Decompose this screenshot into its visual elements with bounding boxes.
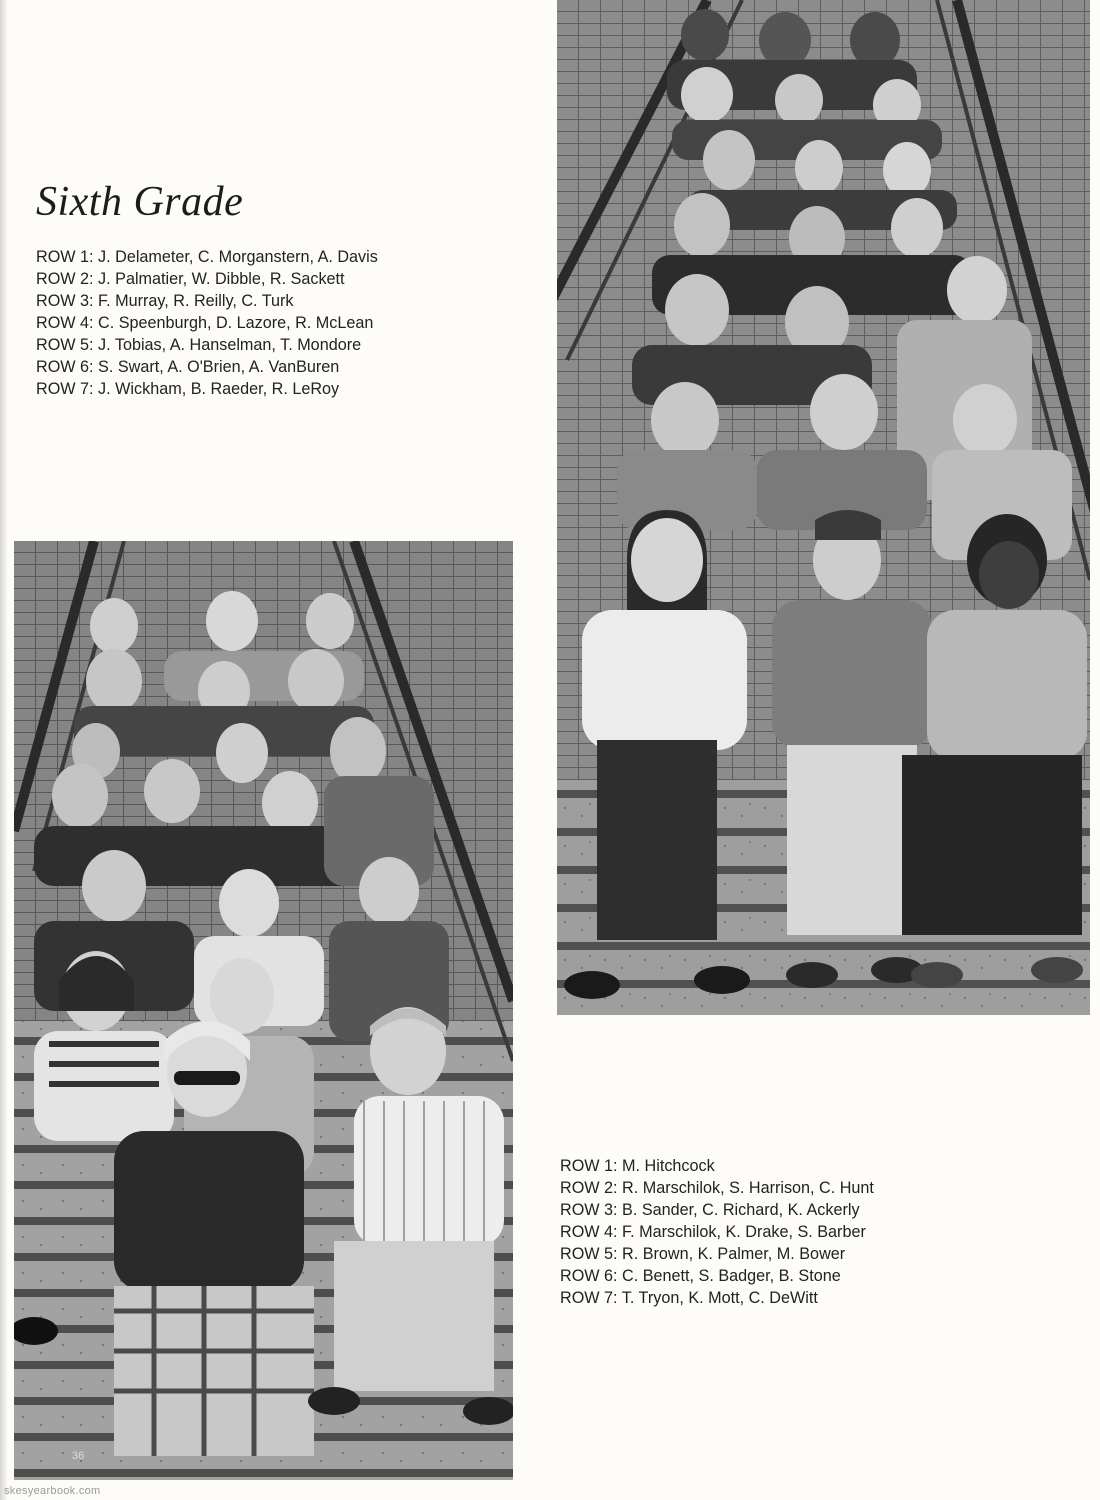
caption-top-row: ROW 3: F. Murray, R. Reilly, C. Turk [36, 292, 294, 310]
caption-bottom [560, 1155, 874, 1309]
class-photo-left [14, 541, 513, 1480]
watermark: skesyearbook.com [4, 1485, 101, 1497]
caption-bottom-row: ROW 6: C. Benett, S. Badger, B. Stone [560, 1267, 841, 1285]
caption-bottom-row: ROW 1: M. Hitchcock [560, 1157, 715, 1175]
caption-top-row: ROW 2: J. Palmatier, W. Dibble, R. Sackett [36, 270, 345, 288]
page-number: 36 [72, 1450, 85, 1462]
caption-bottom-row: ROW 4: F. Marschilok, K. Drake, S. Barber [560, 1223, 866, 1241]
caption-bottom-row: ROW 2: R. Marschilok, S. Harrison, C. Hunt [560, 1179, 874, 1197]
caption-top-row: ROW 1: J. Delameter, C. Morganstern, A. Davis [36, 248, 378, 266]
caption-top-row: ROW 5: J. Tobias, A. Hanselman, T. Mondore [36, 336, 362, 354]
caption-top-row: ROW 4: C. Speenburgh, D. Lazore, R. McLean [36, 314, 374, 332]
caption-top-row: ROW 6: S. Swart, A. O'Brien, A. VanBuren [36, 358, 340, 376]
photo-left-art [14, 541, 513, 1480]
caption-bottom-row: ROW 7: T. Tryon, K. Mott, C. DeWitt [560, 1289, 818, 1307]
caption-top [36, 246, 378, 400]
caption-bottom-row: ROW 5: R. Brown, K. Palmer, M. Bower [560, 1245, 846, 1263]
page-edge-shadow [0, 0, 8, 1500]
class-photo-right [557, 0, 1090, 1015]
caption-top-row: ROW 7: J. Wickham, B. Raeder, R. LeRoy [36, 380, 340, 398]
photo-right-art [557, 0, 1090, 1015]
caption-bottom-row: ROW 3: B. Sander, C. Richard, K. Ackerly [560, 1201, 860, 1219]
page-title: Sixth Grade [36, 179, 244, 225]
